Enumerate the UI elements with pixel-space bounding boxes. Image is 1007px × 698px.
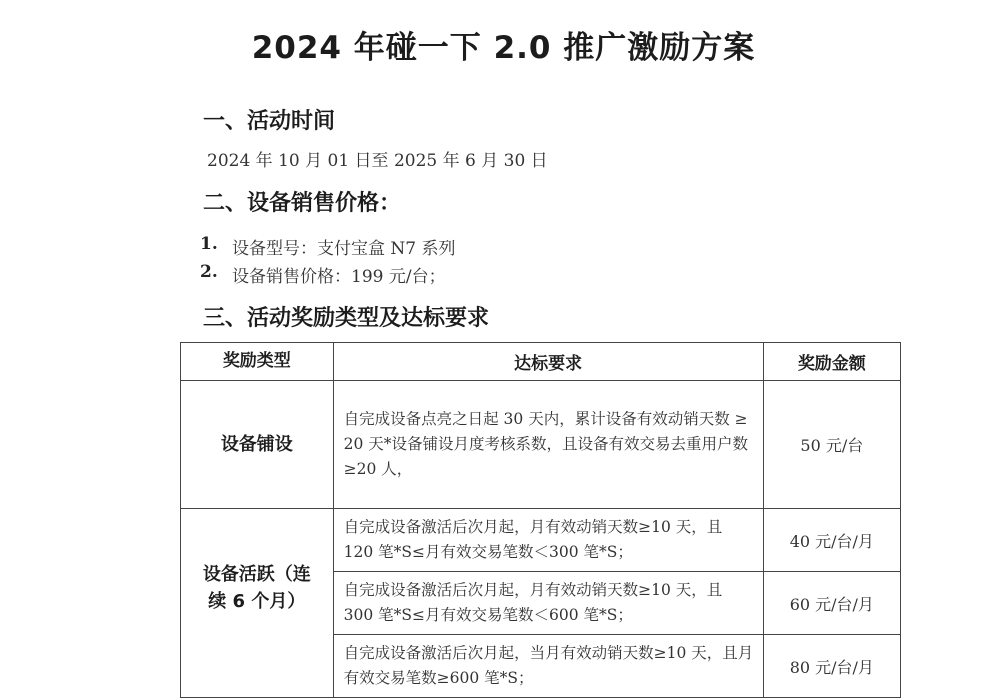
cell-amount: 50 元/台 — [763, 381, 900, 509]
document-title: 2024 年碰一下 2.0 推广激励方案 — [251, 30, 756, 66]
header-requirement: 达标要求 — [333, 343, 763, 381]
table-header-row — [181, 343, 901, 381]
table-row — [181, 381, 901, 509]
list-item-number: 2. — [200, 262, 218, 282]
cell-requirement: 自完成设备激活后次月起，当月有效动销天数≥10 天，且月有效交易笔数≥600 笔*S； — [333, 635, 763, 698]
table-row — [181, 509, 901, 572]
cell-amount: 40 元/台/月 — [763, 509, 900, 572]
list-item-device-price: 设备销售价格：199 元/台； — [232, 267, 446, 287]
cell-reward-type: 设备铺设 — [181, 381, 334, 509]
cell-requirement: 自完成设备激活后次月起，月有效动销天数≥10 天，且 300 笔*S≤月有效交易笔数＜600 笔*S； — [333, 572, 763, 635]
list-item-number: 1. — [200, 234, 218, 254]
cell-requirement: 自完成设备点亮之日起 30 天内，累计设备有效动销天数 ≥ 20 天*设备铺设月度考核系数，且设备有效交易去重用户数≥20 人， — [333, 381, 763, 509]
activity-time-text: 2024 年 10 月 01 日至 2025 年 6 月 30 日 — [207, 151, 548, 171]
cell-requirement: 自完成设备激活后次月起，月有效动销天数≥10 天，且 120 笔*S≤月有效交易笔数＜300 笔*S； — [333, 509, 763, 572]
section-heading-device-price: 二、设备销售价格： — [203, 191, 402, 216]
cell-amount: 80 元/台/月 — [763, 635, 900, 698]
header-reward-amount: 奖励金额 — [763, 343, 900, 381]
header-reward-type: 奖励类型 — [181, 343, 334, 381]
cell-amount: 60 元/台/月 — [763, 572, 900, 635]
cell-reward-type: 设备活跃（连续 6 个月） — [181, 509, 334, 698]
section-heading-activity-time: 一、活动时间 — [203, 109, 336, 134]
list-item-device-model: 设备型号：支付宝盒 N7 系列 — [232, 239, 456, 259]
reward-table — [180, 342, 901, 698]
section-heading-reward-types: 三、活动奖励类型及达标要求 — [203, 306, 490, 331]
